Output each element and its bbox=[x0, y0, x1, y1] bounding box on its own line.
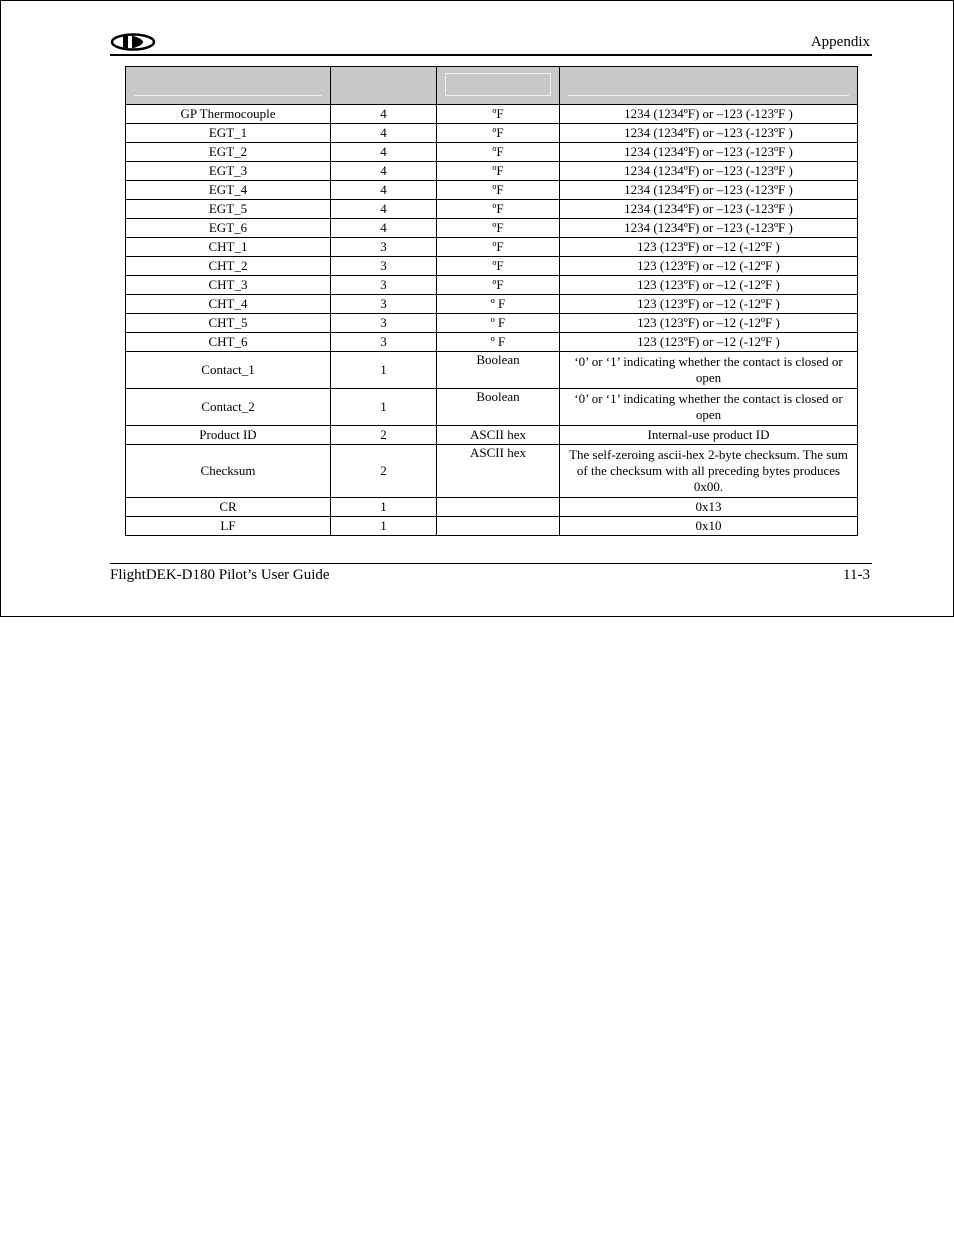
cell-units: º F bbox=[437, 295, 560, 314]
cell-format: 123 (123ºF) or –12 (-12ºF ) bbox=[560, 333, 858, 352]
cell-format: 123 (123ºF) or –12 (-12ºF ) bbox=[560, 238, 858, 257]
cell-format: Internal-use product ID bbox=[560, 426, 858, 445]
header-cell bbox=[126, 67, 331, 105]
cell-units: ºF bbox=[437, 276, 560, 295]
cell-units bbox=[437, 517, 560, 536]
cell-units: Boolean bbox=[437, 389, 560, 426]
cell-units bbox=[437, 498, 560, 517]
table-row bbox=[126, 445, 858, 498]
cell-units: º F bbox=[437, 314, 560, 333]
cell-name: LF bbox=[126, 517, 331, 536]
table-row bbox=[126, 276, 858, 295]
table-row bbox=[126, 498, 858, 517]
cell-name: EGT_3 bbox=[126, 162, 331, 181]
cell-width: 3 bbox=[331, 257, 437, 276]
cell-format: 1234 (1234ºF) or –123 (-123ºF ) bbox=[560, 143, 858, 162]
cell-name: Contact_1 bbox=[126, 352, 331, 389]
cell-format: 0x13 bbox=[560, 498, 858, 517]
header-cell bbox=[437, 67, 560, 105]
table-row bbox=[126, 352, 858, 389]
cell-format: ‘0’ or ‘1’ indicating whether the contact is closed or open bbox=[560, 389, 858, 426]
data-format-table bbox=[125, 66, 858, 536]
cell-width: 1 bbox=[331, 389, 437, 426]
cell-units: ºF bbox=[437, 181, 560, 200]
cell-units: ºF bbox=[437, 143, 560, 162]
cell-units: ºF bbox=[437, 219, 560, 238]
cell-width: 2 bbox=[331, 426, 437, 445]
cell-format: 1234 (1234ºF) or –123 (-123ºF ) bbox=[560, 124, 858, 143]
cell-width: 1 bbox=[331, 517, 437, 536]
cell-units: Boolean bbox=[437, 352, 560, 389]
cell-name: Checksum bbox=[126, 445, 331, 498]
cell-width: 4 bbox=[331, 200, 437, 219]
table-row bbox=[126, 295, 858, 314]
cell-format: 1234 (1234ºF) or –123 (-123ºF ) bbox=[560, 105, 858, 124]
cell-name: EGT_5 bbox=[126, 200, 331, 219]
cell-width: 4 bbox=[331, 181, 437, 200]
cell-width: 1 bbox=[331, 352, 437, 389]
page-header bbox=[110, 30, 872, 56]
header-cell bbox=[560, 67, 858, 105]
cell-name: CHT_3 bbox=[126, 276, 331, 295]
cell-width: 3 bbox=[331, 314, 437, 333]
cell-width: 4 bbox=[331, 143, 437, 162]
cell-name: EGT_2 bbox=[126, 143, 331, 162]
table-row bbox=[126, 333, 858, 352]
cell-format: 123 (123ºF) or –12 (-12ºF ) bbox=[560, 257, 858, 276]
cell-format: The self-zeroing ascii-hex 2-byte checksum. The sum of the checksum with all preceding bytes produces 0x00. bbox=[560, 445, 858, 498]
cell-width: 3 bbox=[331, 238, 437, 257]
cell-width: 1 bbox=[331, 498, 437, 517]
cell-units: ASCII hex bbox=[437, 445, 560, 498]
table-row bbox=[126, 143, 858, 162]
cell-format: 123 (123ºF) or –12 (-12ºF ) bbox=[560, 276, 858, 295]
cell-units: ºF bbox=[437, 200, 560, 219]
page-footer bbox=[110, 563, 872, 588]
table-row bbox=[126, 181, 858, 200]
table-row bbox=[126, 314, 858, 333]
table-row bbox=[126, 124, 858, 143]
cell-name: Product ID bbox=[126, 426, 331, 445]
cell-format: 1234 (1234ºF) or –123 (-123ºF ) bbox=[560, 181, 858, 200]
cell-name: CHT_5 bbox=[126, 314, 331, 333]
table-row bbox=[126, 389, 858, 426]
table-row bbox=[126, 426, 858, 445]
cell-name: EGT_4 bbox=[126, 181, 331, 200]
cell-format: 123 (123ºF) or –12 (-12ºF ) bbox=[560, 295, 858, 314]
cell-format: 1234 (1234ºF) or –123 (-123ºF ) bbox=[560, 162, 858, 181]
cell-name: Contact_2 bbox=[126, 389, 331, 426]
cell-name: GP Thermocouple bbox=[126, 105, 331, 124]
cell-name: CHT_4 bbox=[126, 295, 331, 314]
table-row bbox=[126, 257, 858, 276]
cell-name: EGT_1 bbox=[126, 124, 331, 143]
cell-name: CHT_2 bbox=[126, 257, 331, 276]
cell-name: EGT_6 bbox=[126, 219, 331, 238]
cell-format: 1234 (1234ºF) or –123 (-123ºF ) bbox=[560, 200, 858, 219]
table-row bbox=[126, 162, 858, 181]
cell-width: 2 bbox=[331, 445, 437, 498]
cell-units: ºF bbox=[437, 124, 560, 143]
page-number: 11-3 bbox=[843, 567, 870, 583]
table-row bbox=[126, 200, 858, 219]
cell-name: CR bbox=[126, 498, 331, 517]
cell-width: 3 bbox=[331, 276, 437, 295]
table-row bbox=[126, 219, 858, 238]
cell-width: 4 bbox=[331, 162, 437, 181]
table-row bbox=[126, 105, 858, 124]
cell-width: 4 bbox=[331, 219, 437, 238]
cell-name: CHT_1 bbox=[126, 238, 331, 257]
table-row bbox=[126, 517, 858, 536]
cell-format: 0x10 bbox=[560, 517, 858, 536]
cell-units: ºF bbox=[437, 162, 560, 181]
cell-units: ºF bbox=[437, 257, 560, 276]
header-cell bbox=[331, 67, 437, 105]
cell-format: 123 (123ºF) or –12 (-12ºF ) bbox=[560, 314, 858, 333]
cell-units: ASCII hex bbox=[437, 426, 560, 445]
table-header-row bbox=[126, 67, 858, 105]
dynon-logo-icon bbox=[110, 33, 156, 51]
cell-width: 4 bbox=[331, 124, 437, 143]
cell-units: ºF bbox=[437, 105, 560, 124]
cell-width: 4 bbox=[331, 105, 437, 124]
table-row bbox=[126, 238, 858, 257]
cell-format: 1234 (1234ºF) or –123 (-123ºF ) bbox=[560, 219, 858, 238]
cell-width: 3 bbox=[331, 295, 437, 314]
cell-units: º F bbox=[437, 333, 560, 352]
section-title: Appendix bbox=[810, 34, 870, 50]
cell-format: ‘0’ or ‘1’ indicating whether the contact is closed or open bbox=[560, 352, 858, 389]
guide-title: FlightDEK-D180 Pilot’s User Guide bbox=[110, 567, 330, 583]
cell-units: ºF bbox=[437, 238, 560, 257]
cell-width: 3 bbox=[331, 333, 437, 352]
cell-name: CHT_6 bbox=[126, 333, 331, 352]
